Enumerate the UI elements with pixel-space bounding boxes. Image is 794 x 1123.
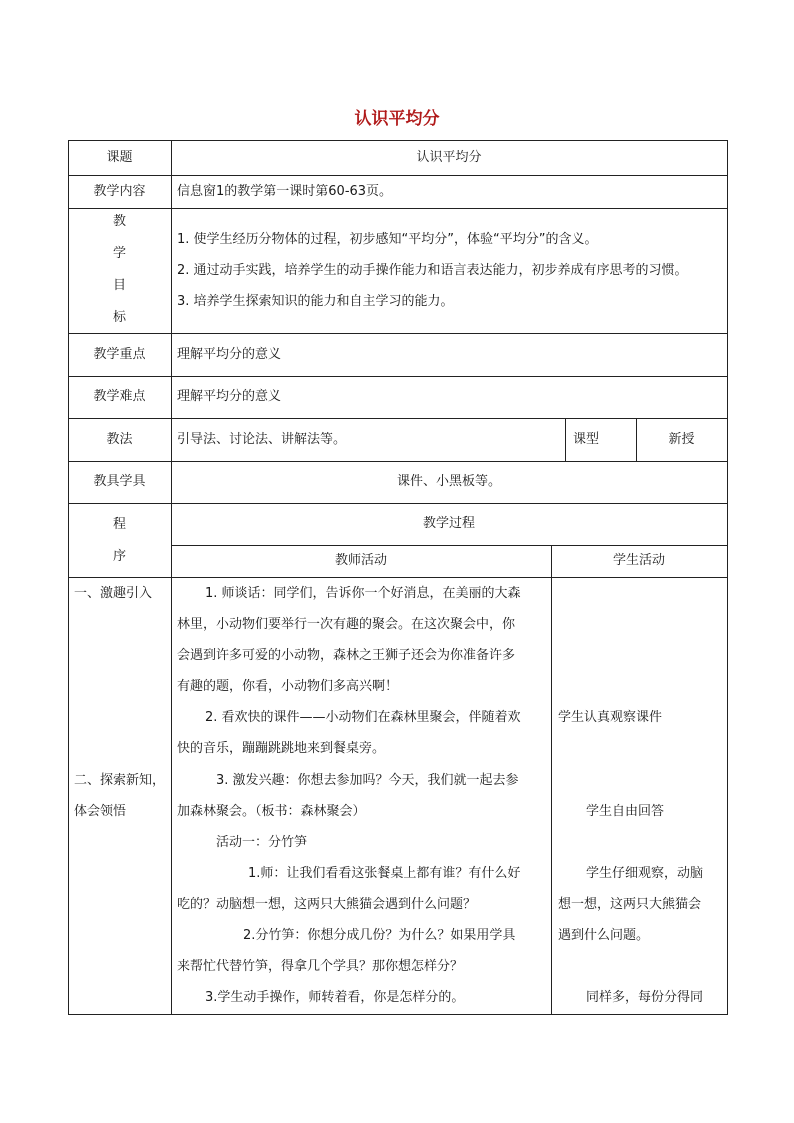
page-title: 认识平均分 (354, 109, 440, 129)
teacher-line: 林里，小动物们要举行一次有趣的聚会。在这次聚会中，你 (177, 617, 516, 632)
student-line: 学生仔细观察，动脑 (586, 866, 704, 881)
teacher-line: 快的音乐，蹦蹦跳跳地来到餐桌旁。 (177, 741, 386, 756)
topic-value: 认识平均分 (416, 150, 482, 165)
stage-label: 一、激趣引入 (74, 586, 153, 601)
method-value: 引导法、讨论法、讲解法等。 (177, 432, 347, 447)
goal-item: 1. 使学生经历分物体的过程，初步感知“平均分”，体验“平均分”的含义。 (177, 232, 598, 247)
teacher-line: 吃的？动脑想一想，这两只大熊猫会遇到什么问题？ (177, 897, 477, 912)
goal-item: 3. 培养学生探索知识的能力和自主学习的能力。 (177, 294, 454, 309)
teacher-line: 来帮忙代替竹笋，得拿几个学具？那你想怎样分？ (177, 959, 464, 974)
process-header: 教学过程 (422, 516, 475, 531)
teacher-line: 加森林聚会。（板书：森林聚会） (177, 804, 366, 819)
teacher-line: 会遇到许多可爱的小动物，森林之王狮子还会为你准备许多 (177, 648, 516, 663)
teacher-line: 2. 看欢快的课件——小动物们在森林里聚会，伴随着欢 (205, 710, 521, 725)
student-line: 遇到什么问题。 (558, 928, 650, 943)
tools-label: 教具学具 (93, 474, 146, 489)
lesson-type-label: 课型 (573, 432, 600, 447)
student-line: 学生认真观察课件 (558, 710, 663, 725)
student-line: 学生自由回答 (586, 804, 665, 819)
teacher-line: 3.学生动手操作，师转着看，你是怎样分的。 (205, 990, 465, 1005)
difficulty-value: 理解平均分的意义 (177, 389, 282, 404)
teacher-header: 教师活动 (334, 553, 387, 568)
difficulty-label: 教学难点 (93, 389, 146, 404)
teacher-line: 1. 师谈话：同学们，告诉你一个好消息，在美丽的大森 (205, 586, 521, 601)
goal-item: 2. 通过动手实践，培养学生的动手操作能力和语言表达能力，初步养成有序思考的习惯。 (177, 263, 688, 278)
goals-label-char: 标 (112, 310, 126, 325)
lesson-type-value: 新授 (668, 432, 695, 447)
teacher-line: 2.分竹笋：你想分成几份？为什么？如果用学具 (243, 928, 516, 943)
content-label: 教学内容 (93, 184, 146, 199)
method-label: 教法 (106, 432, 133, 447)
key-label: 教学重点 (93, 347, 146, 362)
stage-label: 体会领悟 (74, 804, 127, 819)
process-label-char: 程 (112, 517, 126, 532)
teacher-line: 3. 激发兴趣：你想去参加吗？今天，我们就一起去参 (216, 773, 519, 788)
teacher-line: 有趣的题，你看，小动物们多高兴啊！ (177, 679, 399, 694)
stage-label: 二、探索新知， (74, 773, 166, 788)
teacher-line: 活动一：分竹笋 (216, 835, 308, 850)
goals-label-char: 目 (112, 278, 126, 293)
student-line: 想一想，这两只大熊猫会 (558, 897, 702, 912)
topic-label: 课题 (106, 150, 133, 165)
key-value: 理解平均分的意义 (177, 347, 282, 362)
tools-value: 课件、小黑板等。 (396, 474, 501, 489)
student-header: 学生活动 (612, 553, 665, 568)
goals-label-char: 教 (112, 214, 126, 229)
content-value: 信息窗1的教学第一课时第60-63页。 (177, 184, 393, 199)
student-line: 同样多，每份分得同 (586, 990, 704, 1005)
goals-label-char: 学 (112, 246, 126, 261)
process-label-char: 序 (112, 549, 126, 564)
teacher-line: 1.师：让我们看看这张餐桌上都有谁？有什么好 (248, 866, 521, 881)
